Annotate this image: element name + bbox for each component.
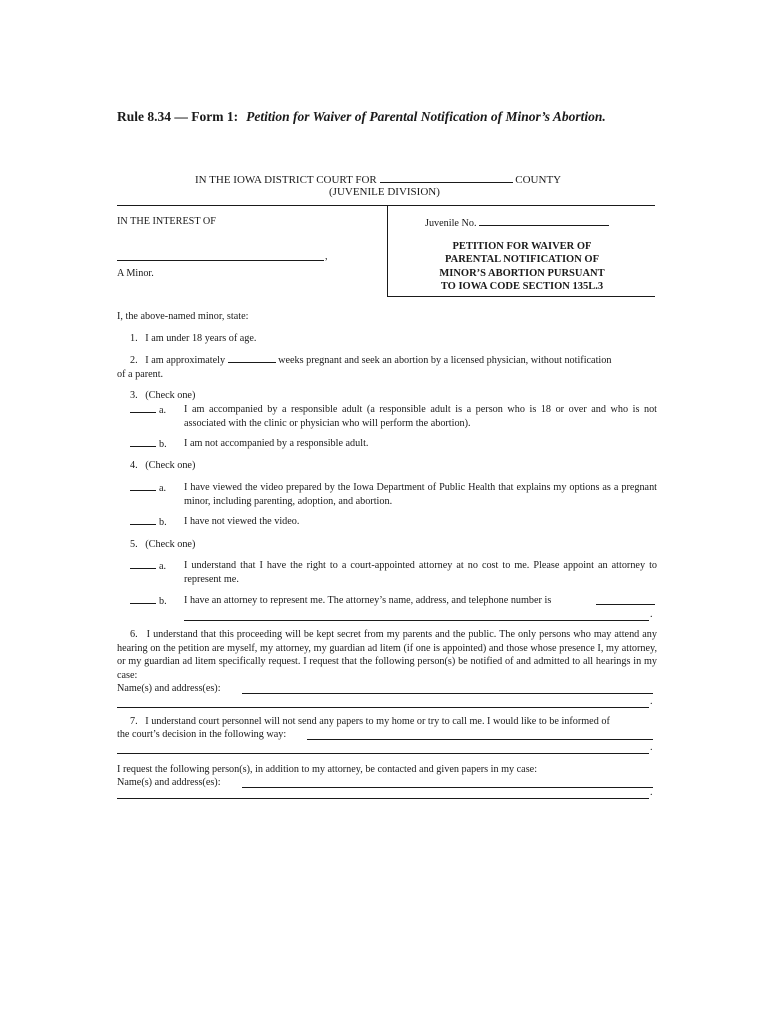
contact-names-blank-2[interactable] <box>117 798 649 799</box>
item-4-heading <box>117 459 657 473</box>
item-5-heading <box>117 538 657 552</box>
item-6 <box>117 628 657 682</box>
checkbox-blank[interactable] <box>130 594 156 604</box>
in-the-interest-of: IN THE INTEREST OF <box>117 216 216 227</box>
court-line <box>195 173 561 186</box>
option-letter: b. <box>159 517 167 528</box>
weeks-blank[interactable] <box>228 353 276 363</box>
form-title <box>117 109 606 125</box>
checkbox-blank[interactable] <box>130 437 156 447</box>
option-text: I am not accompanied by a responsible adult. <box>184 438 369 449</box>
names-blank-1[interactable] <box>242 693 653 694</box>
item-2-text-a: 2. I am approximately <box>130 355 226 366</box>
option-text: I have not viewed the video. <box>184 516 300 527</box>
option-letter: b. <box>159 439 167 450</box>
option-letter: b. <box>159 596 167 607</box>
item-7-text: 7. I understand court personnel will not send any papers to my home or try to call me. I would like to be informed of <box>130 716 610 727</box>
item-2 <box>117 353 657 381</box>
division-label: (JUVENILE DIVISION) <box>329 186 440 198</box>
comma: , <box>325 251 328 262</box>
petition-heading-line: MINOR’S ABORTION PURSUANT <box>439 267 605 279</box>
option-4a <box>117 481 657 507</box>
juvenile-number <box>425 216 609 229</box>
item-4-text: 4. (Check one) <box>130 460 196 471</box>
item-3-heading <box>117 389 657 403</box>
item-2-text-b: weeks pregnant and seek an abortion by a licensed physician, without notification <box>278 355 612 366</box>
item-3-text: 3. (Check one) <box>130 390 196 401</box>
checkbox-blank[interactable] <box>130 559 156 569</box>
decision-method-blank-1[interactable] <box>307 739 653 740</box>
petition-heading-line: TO IOWA CODE SECTION 135L.3 <box>440 280 604 292</box>
court-prefix: IN THE IOWA DISTRICT COURT FOR <box>195 174 377 186</box>
rule-number: Rule 8.34 — Form 1: <box>117 109 239 124</box>
item-6-text: 6. I understand that this proceeding will be kept secret from my parents and the public. The only persons who may attend any hearing on the petition are myself, my attorney, my guardian ad litem (if one is appointed) and those whose presence I, my attorney, or my guardian ad litem specifically request. I request that the following person(s) be notified of and admitted to all hearings in my case: <box>117 629 657 681</box>
caption-top-rule <box>117 205 655 206</box>
form-name: Petition for Waiver of Parental Notification of Minor’s Abortion. <box>246 109 606 124</box>
a-minor-label: A Minor. <box>117 268 154 279</box>
attorney-info-blank-2[interactable] <box>184 620 649 621</box>
option-letter: a. <box>159 561 167 572</box>
item-1 <box>117 332 657 346</box>
petition-heading <box>388 240 656 293</box>
attorney-info-blank[interactable] <box>596 604 655 605</box>
contact-request: I request the following person(s), in addition to my attorney, be contacted and given papers in my case: <box>117 764 538 775</box>
option-5a <box>117 559 657 585</box>
county-blank[interactable] <box>380 173 513 183</box>
option-letter: a. <box>159 483 167 494</box>
option-5b <box>117 594 657 609</box>
juvenile-no-label: Juvenile No. <box>425 218 477 229</box>
county-label: COUNTY <box>515 174 562 186</box>
period: . <box>650 787 653 798</box>
intro-statement: I, the above-named minor, state: <box>117 311 249 322</box>
petition-heading-line: PARENTAL NOTIFICATION OF <box>444 254 599 266</box>
item-7-continued: the court’s decision in the following way: <box>117 729 287 740</box>
caption-bottom-rule <box>387 296 655 297</box>
option-text: I have viewed the video prepared by the Iowa Department of Public Health that explains my options as a pregnant minor, including parenting, adoption, and abortion. <box>184 482 657 507</box>
names-label-2: Name(s) and address(es): <box>117 777 221 788</box>
names-blank-2[interactable] <box>117 707 649 708</box>
checkbox-blank[interactable] <box>130 403 156 413</box>
option-text: I understand that I have the right to a court-appointed attorney at no cost to me. Please appoint an attorney to represent me. <box>184 560 657 585</box>
minor-name-blank[interactable] <box>117 260 324 261</box>
decision-method-blank-2[interactable] <box>117 753 649 754</box>
period: . <box>650 696 653 707</box>
item-5-text: 5. (Check one) <box>130 539 196 550</box>
item-2-text-c: of a parent. <box>117 368 164 380</box>
option-3a <box>117 403 657 429</box>
period: . <box>650 742 653 753</box>
period: . <box>650 609 653 620</box>
checkbox-blank[interactable] <box>130 481 156 491</box>
names-label: Name(s) and address(es): <box>117 683 221 694</box>
option-4b <box>117 515 657 530</box>
option-text: I am accompanied by a responsible adult (a responsible adult is a person who is 18 or over and who is not associated with the clinic or physician who will perform the abortion). <box>184 404 657 429</box>
option-3b <box>117 437 657 452</box>
petition-heading-line: PETITION FOR WAIVER OF <box>452 241 592 252</box>
item-7 <box>117 715 657 729</box>
item-1-text: 1. I am under 18 years of age. <box>130 333 257 344</box>
checkbox-blank[interactable] <box>130 515 156 525</box>
contact-names-blank-1[interactable] <box>242 787 653 788</box>
option-letter: a. <box>159 405 167 416</box>
juvenile-no-blank[interactable] <box>479 216 609 226</box>
option-text: I have an attorney to represent me. The attorney’s name, address, and telephone number is <box>184 595 552 606</box>
